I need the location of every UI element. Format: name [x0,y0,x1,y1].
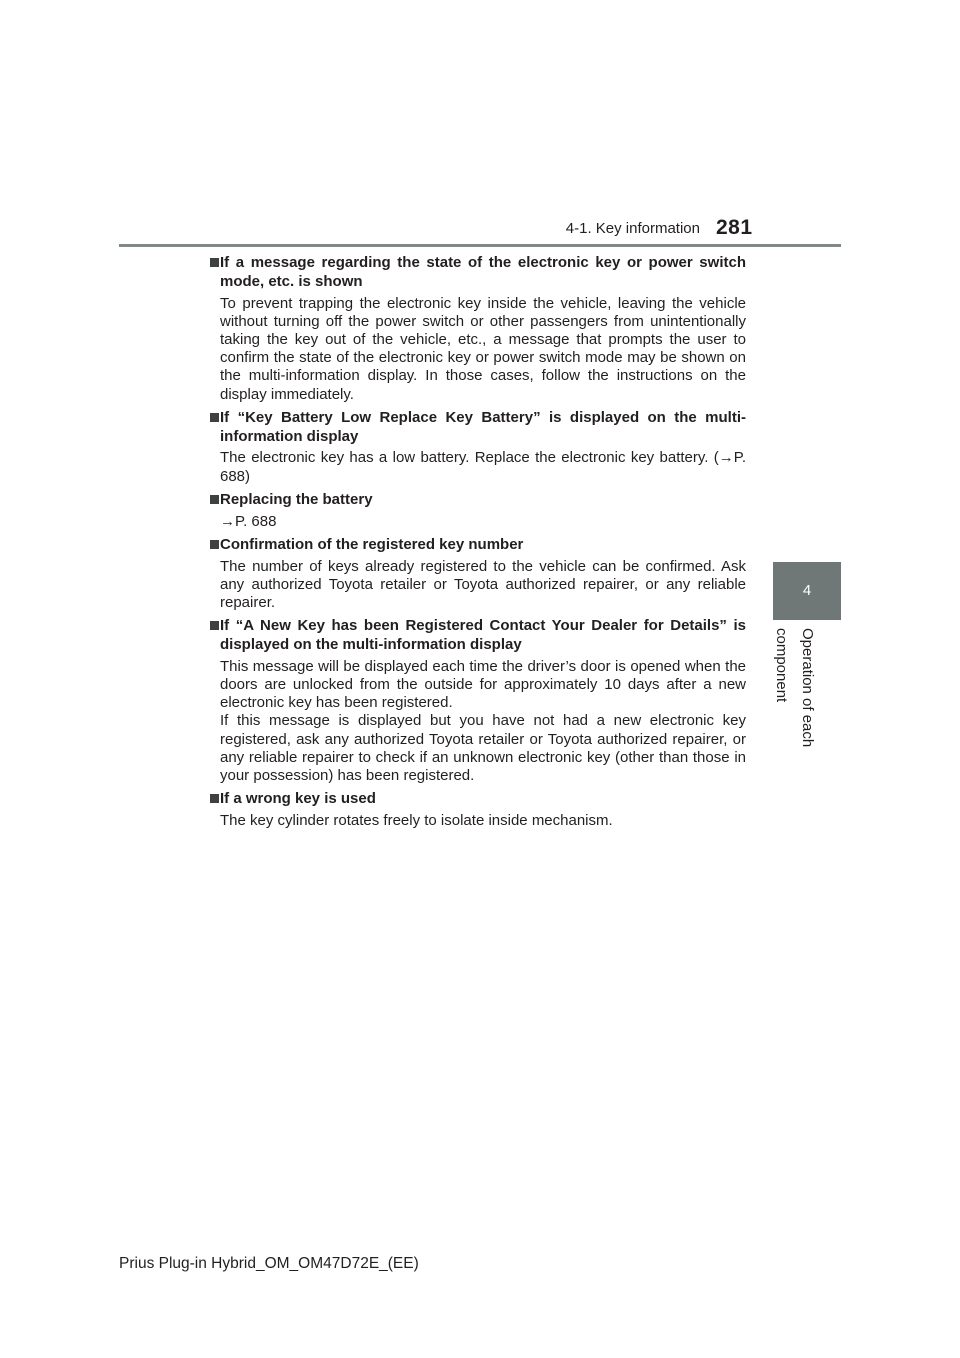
square-bullet-icon [210,621,219,630]
entry-heading [210,409,746,447]
chapter-tab: 4 [773,562,841,620]
section-title: 4-1. Key information [565,220,700,237]
entry-new-key-registered [210,617,746,785]
entry-heading [210,536,746,555]
entry-heading [210,790,746,809]
main-content [210,254,746,835]
document-id: Prius Plug-in Hybrid_OM_OM47D72E_(EE) [119,1255,419,1272]
entry-heading-text: Replacing the battery [220,490,373,508]
entry-heading-text: If a wrong key is used [220,790,376,808]
square-bullet-icon [210,495,219,504]
entry-heading-text: If “A New Key has been Registered Contact Your Dealer for Details” is displayed on the multi-information display [220,617,746,654]
entry-heading [210,254,746,292]
page-reference: →P. 688 [220,512,277,530]
square-bullet-icon [210,794,219,803]
entry-body: This message will be displayed each time the driver’s door is opened when the doors are unlocked from the outside for approximately 10 days after a new electronic key has been registered. [220,657,746,712]
entry-heading [210,617,746,655]
entry-heading-text: Confirmation of the registered key number [220,535,524,553]
entry-heading [210,491,746,510]
page-number: 281 [716,216,753,239]
entry-message-state [210,254,746,404]
entry-body: The electronic key has a low battery. Replace the electronic key battery. (→P. 688) [220,449,746,485]
chapter-title: Operation of each component [773,628,816,748]
square-bullet-icon [210,413,219,422]
entry-registered-key-number [210,536,746,612]
square-bullet-icon [210,540,219,549]
header-divider [119,244,841,247]
entry-body: The number of keys already registered to the vehicle can be confirmed. Ask any authorized Toyota retailer or Toyota authorized repairer, or any reliable repairer. [220,557,746,612]
square-bullet-icon [210,258,219,267]
entry-replacing-battery [210,491,746,531]
entry-body: To prevent trapping the electronic key inside the vehicle, leaving the vehicle without turning off the power switch or other passengers from unintentionally taking the key out of the vehicle, etc., a message that prompts the user to confirm the state of the electronic key or power switch mode may be shown on the multi-information display. In those cases, follow the instructions on the display immediately. [220,294,746,403]
entry-wrong-key [210,790,746,830]
entry-body: The key cylinder rotates freely to isolate inside mechanism. [220,812,613,830]
entry-key-battery-low [210,409,746,486]
entry-heading-text: If a message regarding the state of the electronic key or power switch mode, etc. is shown [220,254,746,290]
entry-heading-text: If “Key Battery Low Replace Key Battery” is displayed on the multi-information display [220,408,746,445]
entry-body-continued: If this message is displayed but you have not had a new electronic key registered, ask any authorized Toyota retailer or Toyota authorized repairer, or any reliable repairer to check if an unknown electronic key (other than those in your possession) has been registered. [220,712,746,785]
